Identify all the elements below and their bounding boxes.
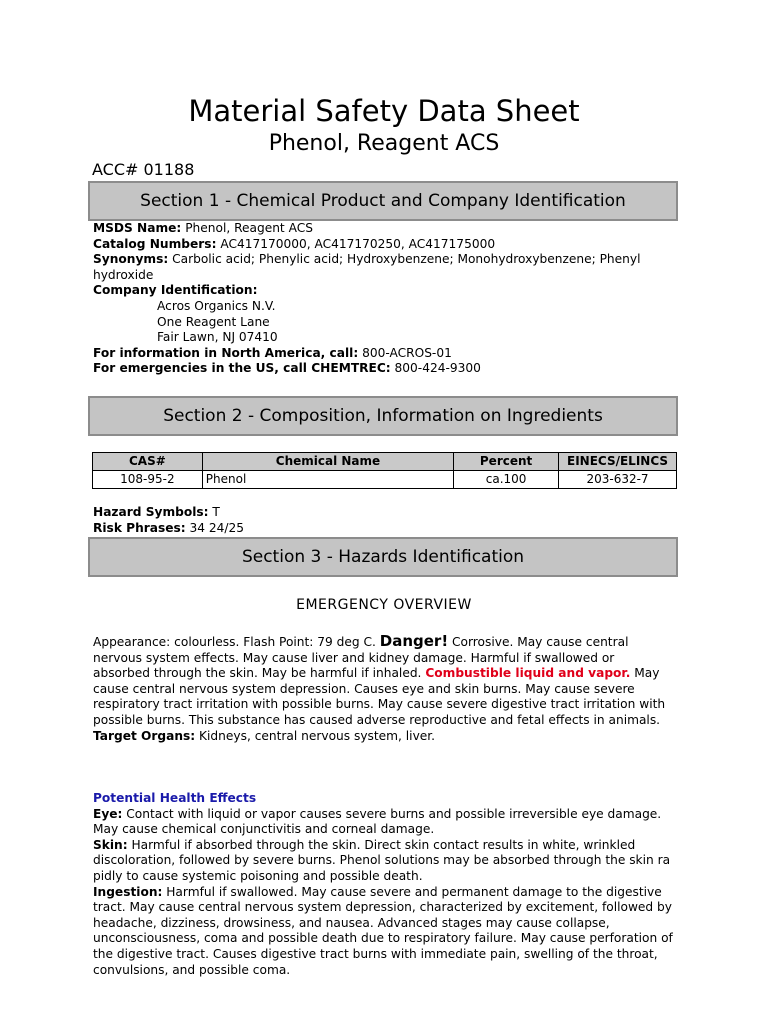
- catalog-label: Catalog Numbers:: [93, 236, 217, 251]
- ingestion-paragraph: [93, 885, 673, 979]
- msds-name-label: MSDS Name:: [93, 221, 182, 235]
- health-effects-body: [93, 791, 673, 978]
- emergency-overview-title: EMERGENCY OVERVIEW: [296, 597, 472, 613]
- acc-number: ACC# 01188: [92, 160, 195, 179]
- emergency-value: 800-424-9300: [394, 361, 481, 376]
- ingestion-label: Ingestion:: [93, 884, 163, 899]
- health-effects-heading: Potential Health Effects: [93, 791, 257, 805]
- section-2-heading: Section 2 - Composition, Information on Ingredients: [88, 396, 678, 436]
- msds-name-value: Phenol, Reagent ACS: [185, 221, 313, 235]
- risk-value: 34 24/25: [189, 520, 245, 535]
- cell-einecs: 203-632-7: [559, 471, 677, 489]
- target-organs-line: [93, 729, 673, 745]
- col-einecs: EINECS/ELINCS: [559, 453, 677, 471]
- col-chemical-name: Chemical Name: [202, 453, 453, 471]
- emergency-overview-body: [93, 634, 673, 744]
- section-2-extra: [93, 505, 673, 536]
- target-organs-label: Target Organs:: [93, 728, 196, 743]
- synonyms-label: Synonyms:: [93, 252, 169, 267]
- hazard-line: [93, 505, 673, 521]
- cell-chemical-name: Phenol: [202, 471, 453, 489]
- document-subtitle: Phenol, Reagent ACS: [268, 131, 500, 156]
- hazard-label: Hazard Symbols:: [93, 505, 209, 519]
- overview-text-2: Corrosive. May cause central nervous system effects. May cause liver and kidney damage. Harmful if swallowed or absorbed through the skin. May be harmful if inhaled.: [93, 635, 629, 681]
- risk-label: Risk Phrases:: [93, 520, 186, 535]
- document-title: Material Safety Data Sheet: [188, 94, 580, 128]
- emergency-label: For emergencies in the US, call CHEMTREC:: [93, 361, 391, 376]
- danger-label: Danger!: [379, 632, 449, 650]
- table-header-row: [93, 453, 677, 471]
- skin-label: Skin:: [93, 837, 128, 852]
- company-address-1: Acros Organics N.V.: [157, 298, 276, 313]
- section-1-body: [93, 221, 673, 377]
- skin-value: Harmful if absorbed through the skin. Direct skin contact results in white, wrinkled discoloration, followed by severe burns. Phenol solutions may be absorbed through the skin ra pidly to cause systemic poisoning and possible death.: [93, 837, 671, 883]
- col-cas: CAS#: [93, 453, 203, 471]
- combustible-warning: Combustible liquid and vapor.: [425, 666, 631, 681]
- company-label: Company Identification:: [93, 283, 258, 298]
- info-na-label: For information in North America, call:: [93, 345, 359, 360]
- composition-table: [92, 452, 677, 489]
- risk-line: [93, 521, 673, 537]
- info-na-value: 800-ACROS-01: [362, 345, 452, 360]
- cell-cas: 108-95-2: [93, 471, 203, 489]
- catalog-value: AC417170000, AC417170250, AC417175000: [220, 236, 496, 251]
- eye-label: Eye:: [93, 806, 123, 821]
- company-line: [93, 283, 673, 299]
- overview-text-3: May cause central nervous system depression. Causes eye and skin burns. May cause severe respiratory tract irritation with possible burns. May cause severe digestive tract irritation with possible burns. This substance has caused adverse reproductive and fetal effects in animals.: [93, 666, 666, 727]
- eye-paragraph: [93, 807, 673, 838]
- synonyms-line: [93, 252, 673, 283]
- company-address-2: One Reagent Lane: [157, 314, 270, 329]
- emergency-line: [93, 361, 673, 377]
- info-na-line: [93, 346, 673, 362]
- catalog-line: [93, 237, 673, 253]
- section-3-heading: Section 3 - Hazards Identification: [88, 537, 678, 577]
- synonyms-value: Carbolic acid; Phenylic acid; Hydroxybenzene; Monohydroxybenzene; Phenyl hydroxide: [93, 252, 641, 282]
- overview-text-1: Appearance: colourless. Flash Point: 79 deg C.: [93, 635, 376, 649]
- company-address-3: Fair Lawn, NJ 07410: [157, 330, 278, 345]
- section-1-heading: Section 1 - Chemical Product and Company Identification: [88, 181, 678, 221]
- eye-value: Contact with liquid or vapor causes severe burns and possible irreversible eye damage. May cause chemical conjunctivitis and corneal damage.: [93, 806, 662, 837]
- target-organs-value: Kidneys, central nervous system, liver.: [199, 728, 436, 743]
- skin-paragraph: [93, 838, 673, 885]
- ingestion-value: Harmful if swallowed. May cause severe and permanent damage to the digestive tract. May cause central nervous system depression, characterized by excitement, followed by headache, dizziness, drowsiness, and nausea. Advanced stages may cause collapse, unconsciousness, coma and possible death due to respiratory failure. May cause perforation of the digestive tract. Causes digestive tract burns with immediate pain, swelling of the throat, convulsions, and possible coma.: [93, 884, 673, 977]
- table-row: [93, 471, 677, 489]
- msds-name-line: [93, 221, 673, 237]
- hazard-value: T: [212, 505, 220, 519]
- col-percent: Percent: [454, 453, 559, 471]
- cell-percent: ca.100: [454, 471, 559, 489]
